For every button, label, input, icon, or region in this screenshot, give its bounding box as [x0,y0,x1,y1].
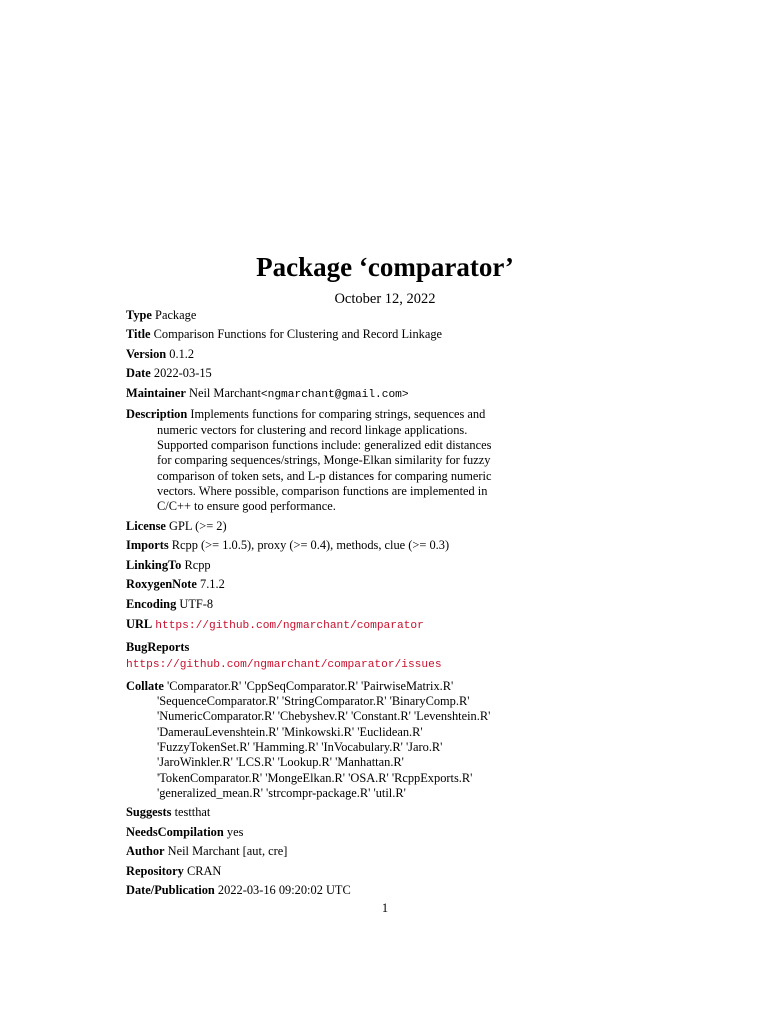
field-value: 2022-03-16 09:20:02 UTC [217,883,351,898]
field-description [126,407,506,514]
field-value: Rcpp [184,557,211,572]
field-value: Comparison Functions for Clustering and Record Linkage [153,327,443,342]
field-linkingto [126,558,506,573]
field-label: Author [126,844,165,859]
field-datepublication [126,883,506,898]
field-label: Date/Publication [126,883,215,898]
field-value: 0.1.2 [169,346,195,361]
field-label: Suggests [126,805,172,820]
bugreports-link[interactable]: https://github.com/ngmarchant/comparator/issues [126,658,442,671]
field-bugreports [126,640,506,673]
field-encoding [126,597,506,612]
maintainer-email: <ngmarchant@gmail.com> [260,388,409,401]
field-value: 'Comparator.R' 'CppSeqComparator.R' 'PairwiseMatrix.R' 'SequenceComparator.R' 'StringComparator.R' 'BinaryComp.R' 'NumericComparator.R' 'Chebyshev.R' 'Constant.R' 'Levenshtein.R' 'DamerauLevenshtein.R' 'Minkowski.R' 'Euclidean.R' 'FuzzyTokenSet.R' 'Hamming.R' 'InVocabulary.R' 'Jaro.R' 'JaroWinkler.R' 'LCS.R' 'Lookup.R' 'Manhattan.R' 'TokenComparator.R' 'MongeElkan.R' 'OSA.R' 'RcppExports.R' 'generalized_mean.R' 'strcompr-package.R' 'util.R' [157,678,491,800]
field-author [126,844,506,859]
package-title: Package ‘comparator’ [256,252,514,282]
field-value: 7.1.2 [200,577,225,592]
field-label: NeedsCompilation [126,824,224,839]
field-label: Collate [126,678,164,693]
field-suggests [126,805,506,820]
field-value: Implements functions for comparing strings, sequences and numeric vectors for clustering and record linkage applications. Supported comparison functions include: generalized edit distances for comparing sequences/strings, Monge-Elkan similarity for fuzzy comparison of token sets, and L-p distances for comparing numeric vectors. Where possible, comparison functions are implemented in C/C++ to ensure good performance. [157,407,492,514]
document-date: October 12, 2022 [334,291,436,307]
field-needscompilation [126,825,506,840]
field-value: 2022-03-15 [153,366,212,381]
field-label: Maintainer [126,385,186,400]
field-value: GPL (>= 2) [169,518,227,533]
field-label: Type [126,308,152,322]
field-title [126,327,506,342]
field-label: Version [126,346,167,361]
field-value: CRAN [186,863,222,878]
field-value: testthat [174,805,211,820]
field-value: yes [226,824,244,839]
field-date [126,366,506,381]
url-link[interactable]: https://github.com/ngmarchant/comparator [155,619,424,632]
field-value: Neil Marchant [aut, cre] [167,844,288,859]
field-label: Repository [126,863,184,878]
field-collate [126,679,506,801]
field-value: Rcpp (>= 1.0.5), proxy (>= 0.4), methods, clue (>= 0.3) [171,538,450,553]
field-value: UTF-8 [179,596,214,611]
field-label: Encoding [126,596,177,611]
field-label: License [126,518,166,533]
field-label: URL [126,616,153,631]
field-repository [126,864,506,879]
field-roxygennote [126,577,506,592]
field-url [126,617,506,634]
field-label: BugReports [126,640,190,655]
field-label: RoxygenNote [126,577,197,592]
field-type [126,308,506,323]
page-number: 1 [381,901,389,915]
field-label: LinkingTo [126,557,182,572]
field-label: Description [126,407,188,422]
field-version [126,347,506,362]
field-imports [126,538,506,553]
description-fields [126,308,506,903]
field-label: Date [126,366,151,381]
field-license [126,519,506,534]
field-label: Imports [126,538,169,553]
field-maintainer [126,386,506,403]
field-label: Title [126,327,151,342]
maintainer-name: Neil Marchant [189,385,261,400]
field-value: Package [155,308,197,322]
